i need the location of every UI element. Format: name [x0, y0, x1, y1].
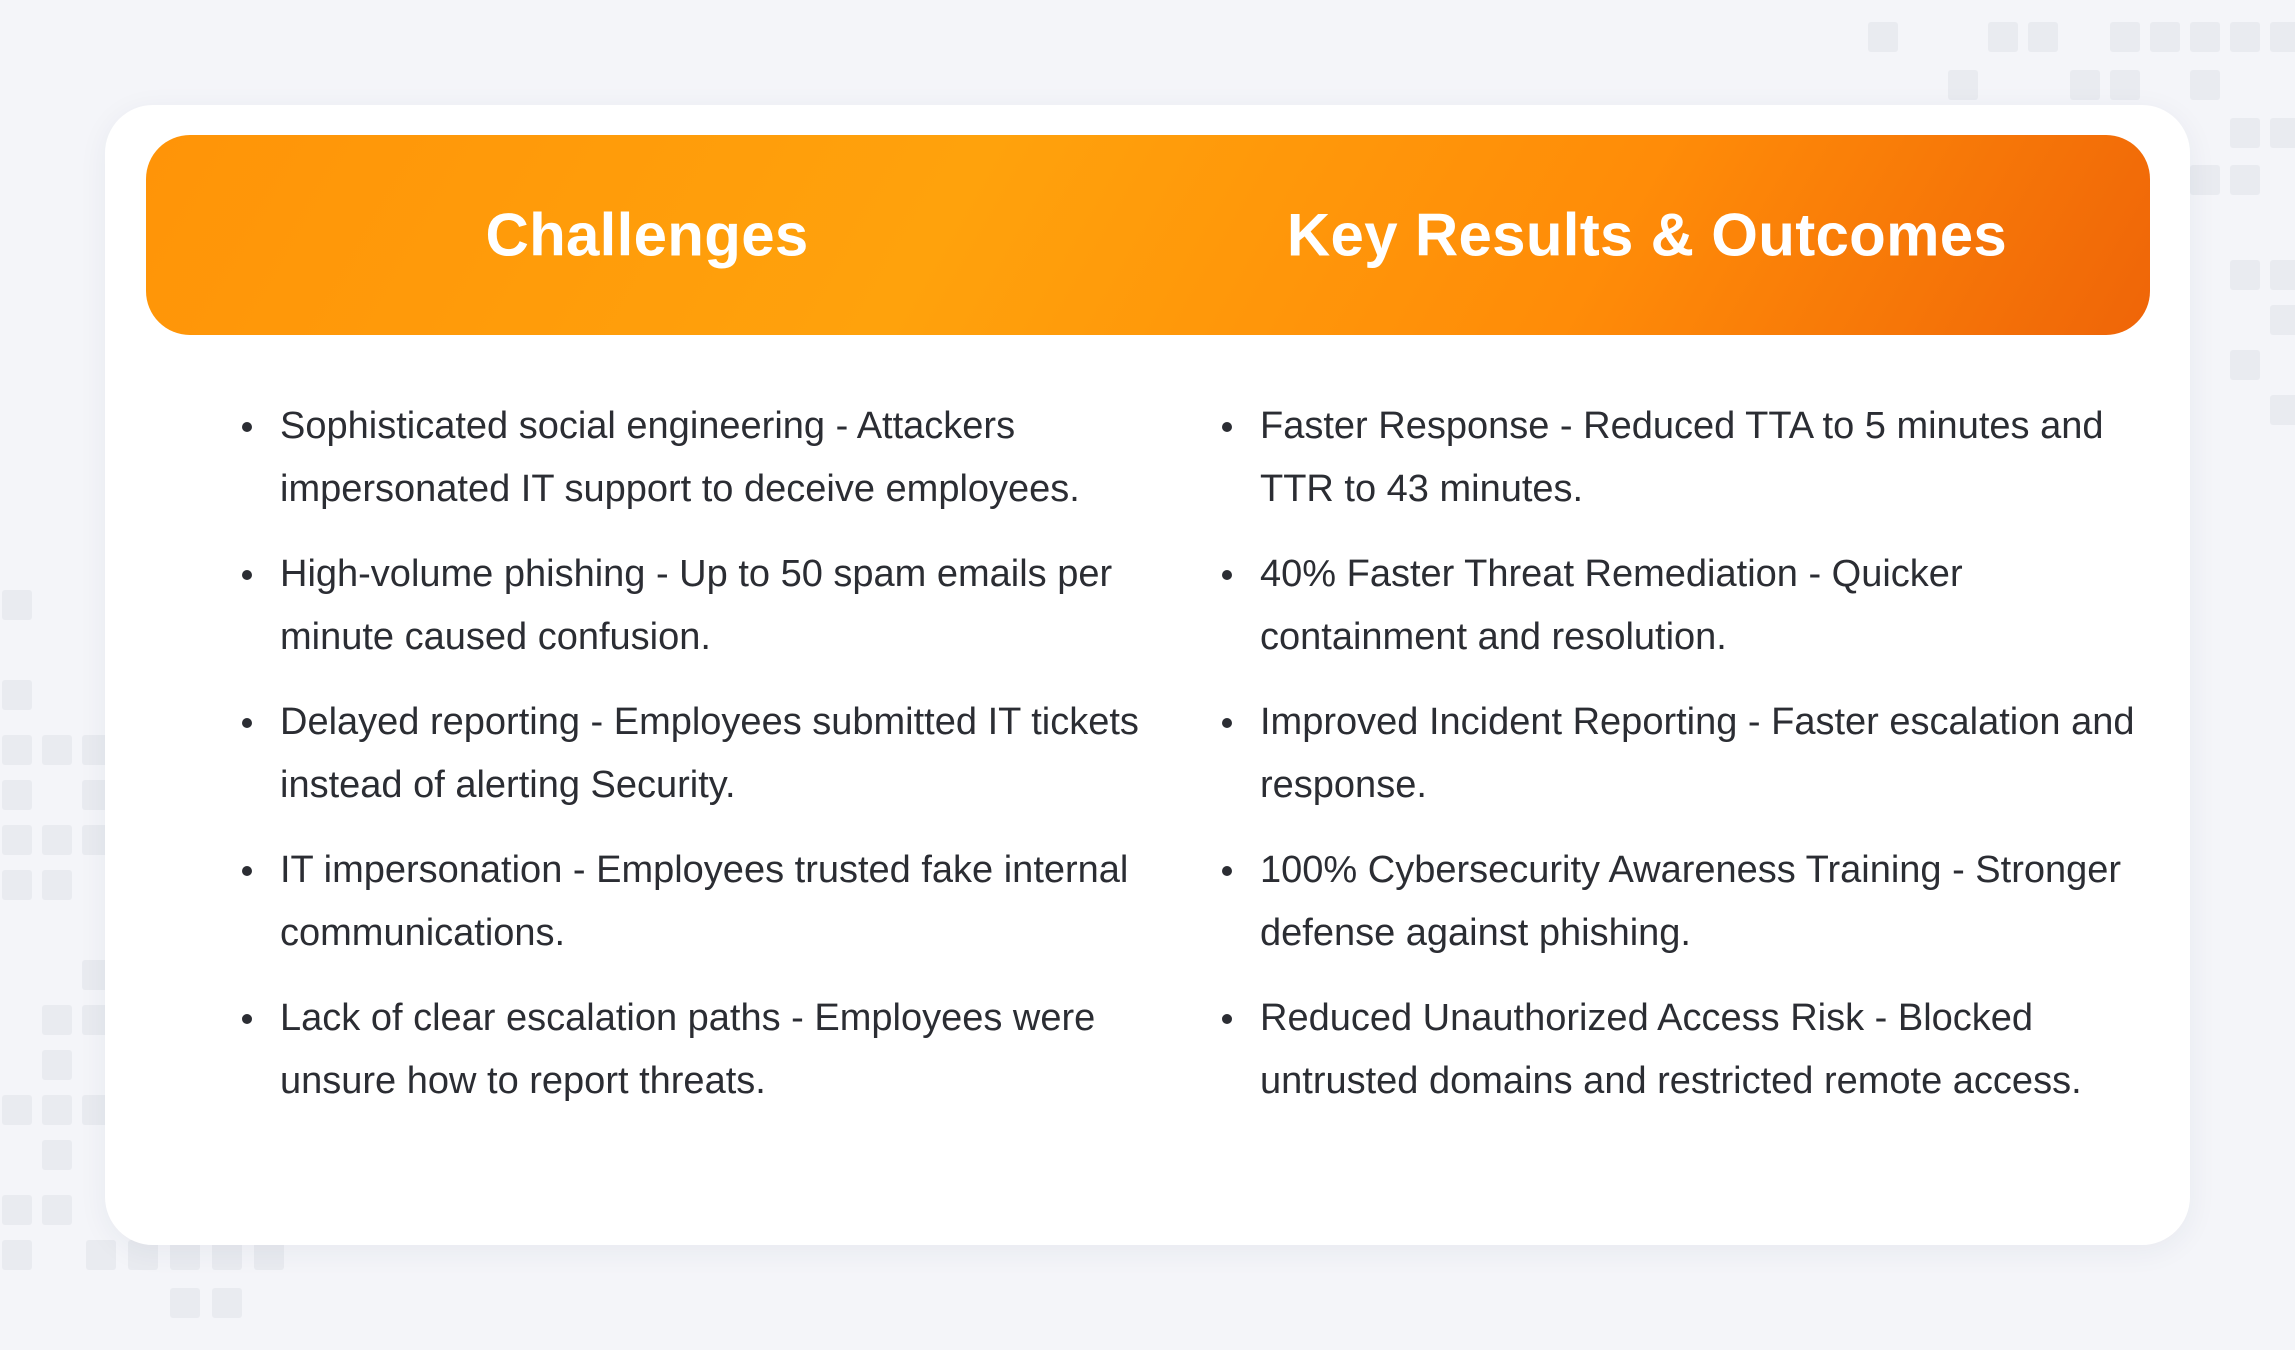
challenge-text: IT impersonation - Employees trusted fake internal communications.: [280, 849, 1129, 954]
result-item: [1215, 839, 2175, 965]
challenge-item: [235, 987, 1195, 1113]
result-text: 40% Faster Threat Remediation - Quicker containment and resolution.: [1260, 553, 1963, 658]
bullet-icon: [1222, 422, 1232, 432]
challenge-item: [235, 395, 1195, 521]
challenges-heading: Challenges: [485, 201, 809, 269]
result-item: [1215, 543, 2175, 669]
bullet-icon: [242, 718, 252, 728]
bullet-icon: [1222, 866, 1232, 876]
challenge-item: [235, 691, 1195, 817]
bullet-icon: [1222, 1014, 1232, 1024]
result-text: Faster Response - Reduced TTA to 5 minutes and TTR to 43 minutes.: [1260, 405, 2104, 510]
results-heading: Key Results & Outcomes: [1286, 201, 2008, 269]
bullet-icon: [242, 570, 252, 580]
result-item: [1215, 691, 2175, 817]
result-text: Improved Incident Reporting - Faster escalation and response.: [1260, 701, 2135, 806]
challenge-text: Sophisticated social engineering - Attackers impersonated IT support to deceive employees.: [280, 405, 1080, 510]
result-item: [1215, 987, 2175, 1113]
header-banner: [146, 135, 2150, 335]
result-item: [1215, 395, 2175, 521]
challenge-text: High-volume phishing - Up to 50 spam emails per minute caused confusion.: [280, 553, 1113, 658]
result-text: 100% Cybersecurity Awareness Training - Stronger defense against phishing.: [1260, 849, 2122, 954]
result-text: Reduced Unauthorized Access Risk - Blocked untrusted domains and restricted remote access.: [1260, 997, 2082, 1102]
challenge-text: Delayed reporting - Employees submitted IT tickets instead of alerting Security.: [280, 701, 1139, 806]
challenges-list: [235, 395, 1195, 1135]
bullet-icon: [1222, 570, 1232, 580]
comparison-card: [105, 105, 2190, 1245]
bullet-icon: [242, 1014, 252, 1024]
bullet-icon: [1222, 718, 1232, 728]
challenge-item: [235, 839, 1195, 965]
bullet-icon: [242, 866, 252, 876]
results-list: [1215, 395, 2175, 1135]
challenge-text: Lack of clear escalation paths - Employees were unsure how to report threats.: [280, 997, 1096, 1102]
challenge-item: [235, 543, 1195, 669]
bullet-icon: [242, 422, 252, 432]
